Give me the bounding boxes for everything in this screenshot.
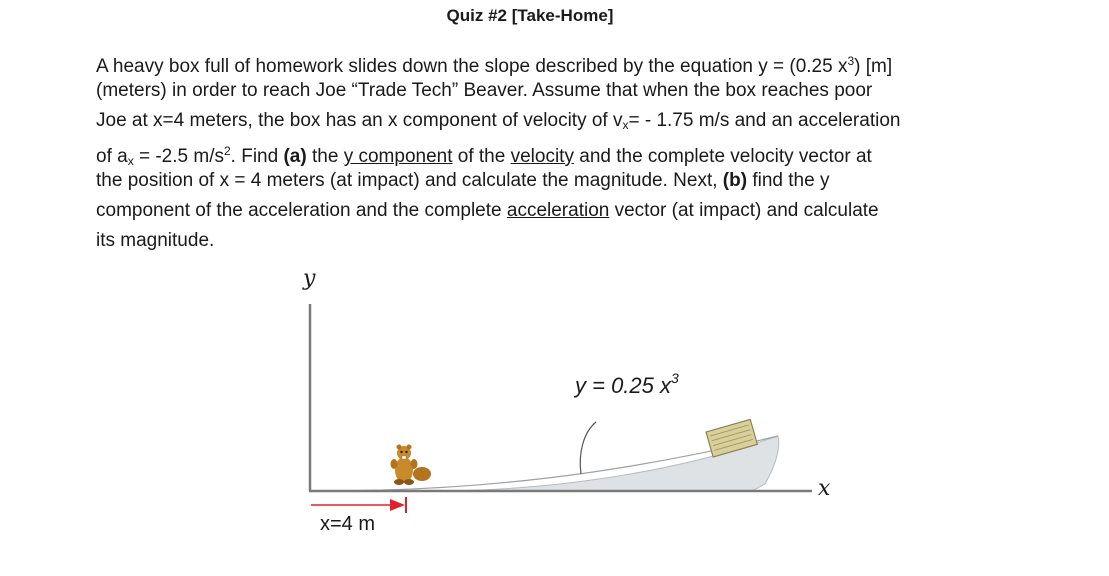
underlined-term: y component — [343, 146, 453, 167]
problem-text: ) [m] — [854, 56, 893, 77]
slope-figure — [0, 260, 1109, 576]
part-b-label: (b) — [722, 170, 748, 191]
part-a-label: (a) — [283, 146, 307, 167]
problem-text: the — [306, 146, 344, 167]
exponent: 2 — [223, 144, 231, 158]
problem-text: of the — [452, 146, 511, 167]
problem-text: = - 1.75 m/s and an acceleration — [628, 110, 901, 131]
subscript: x — [622, 118, 629, 132]
problem-text: . Find — [230, 146, 284, 167]
subscript: x — [127, 154, 134, 168]
equation-leader-line — [580, 422, 596, 474]
position-label: x=4 m — [320, 513, 376, 535]
problem-line-5 — [96, 166, 976, 196]
underlined-term: velocity — [510, 146, 574, 167]
problem-line-4 — [96, 136, 976, 166]
position-marker-arrowhead — [390, 499, 405, 511]
x-axis-label: x — [818, 476, 831, 501]
problem-text: Joe at x=4 meters, the box has an x component of velocity of v — [96, 110, 623, 131]
problem-line-7: its magnitude. — [96, 230, 215, 251]
exponent: 3 — [847, 54, 855, 68]
problem-text: the position of x = 4 meters (at impact) and calculate the magnitude. Next, — [96, 170, 723, 191]
problem-text: = -2.5 m/s — [133, 146, 224, 167]
beaver-icon — [391, 445, 432, 486]
problem-text: A heavy box full of homework slides down the slope described by the equation y = (0.25 x — [96, 56, 848, 77]
problem-text: vector (at impact) and calculate — [609, 200, 879, 221]
underlined-term: acceleration — [506, 200, 610, 221]
problem-statement — [96, 46, 976, 256]
equation-text: y = 0.25 x — [575, 373, 672, 398]
problem-text: of a — [96, 146, 128, 167]
problem-text: component of the acceleration and the complete — [96, 200, 507, 221]
problem-line-1 — [96, 46, 976, 76]
problem-text: find the y — [747, 170, 830, 191]
problem-text: and the complete velocity vector at — [573, 146, 872, 167]
problem-line-3 — [96, 106, 976, 136]
problem-line-2: (meters) in order to reach Joe “Trade Tech” Beaver. Assume that when the box reaches poor — [96, 80, 873, 101]
quiz-title: Quiz #2 [Take-Home] — [446, 6, 614, 25]
equation-exponent: 3 — [671, 370, 679, 386]
problem-line-6 — [96, 196, 976, 226]
slope-diagram — [0, 260, 1109, 576]
y-axis-label: y — [303, 266, 316, 291]
slope-equation-label — [575, 370, 679, 399]
